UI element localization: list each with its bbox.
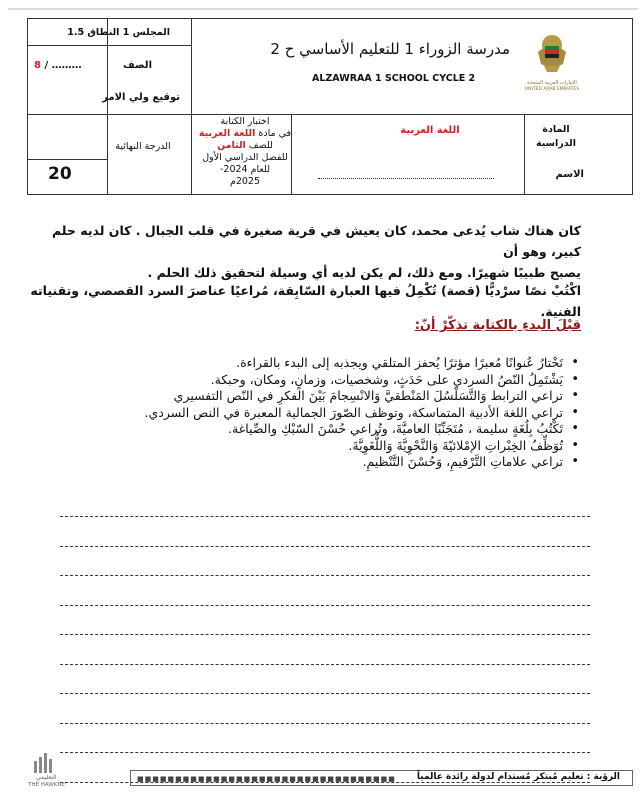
story-line-2: يصبح طبيبًا شهيرًا. ومع ذلك، لم يكن لديه أي وسيلة لتحقيق ذلك الحلم . xyxy=(147,265,581,280)
footer-logo xyxy=(12,753,82,793)
tip-item: • تُوَظِّفُ الخِبْراتِ الإمْلائيّةَ وَالنَّحْوِيَّةَ وَاللُّغَوِيَّةَ. xyxy=(41,438,581,455)
footer-bar xyxy=(130,770,633,786)
task-instruction: اكْتُبْ نصًا سرْديًّا (قصة) تُكْمِلُ فيها العبارة السّابِقة، مُراعيًا عناصرَ السرد القصصي، وتقنياته الفنية. xyxy=(30,283,581,319)
writing-line[interactable] xyxy=(60,752,590,753)
footer-logo-sub: THE HAWKNE xyxy=(28,782,65,788)
name-field[interactable] xyxy=(318,177,494,179)
exam-subject-line: في مادة اللغة العربية xyxy=(198,128,292,139)
emblem-caption-en: UNITED ARAB EMIRATES xyxy=(524,87,580,92)
emblem-caption-ar: الإمارات العربية المتحدة xyxy=(527,80,577,86)
guardian-signature-label: توقيع ولي الامر xyxy=(102,92,180,103)
page-top-edge xyxy=(8,8,638,10)
divider-h3 xyxy=(28,159,107,160)
exam-subject: اللغة العربية xyxy=(198,128,256,139)
name-label: الاسم xyxy=(555,169,584,180)
divider-h2 xyxy=(28,45,191,46)
school-name-ar: مدرسة الزوراء 1 للتعليم الأساسي ح 2 xyxy=(270,40,510,58)
school-name-en: ALZAWRAA 1 SCHOOL CYCLE 2 xyxy=(312,73,476,84)
tip-item: • يَشْتَمِلُ النّصُ السردي على حَدَثٍ، وشخصيات، وزمانٍ، ومكان، وحبكة. xyxy=(41,372,581,389)
divider-h1 xyxy=(28,114,632,115)
class-label: الصف xyxy=(123,60,152,71)
exam-grade: الثامن xyxy=(217,140,246,151)
class-value: 8 / ……… xyxy=(34,60,82,71)
exam-grade-line: للصف الثامن xyxy=(217,140,273,151)
divider-v1 xyxy=(191,19,192,194)
tip-item: • تَكْتُبُ بِلُغَةٍ سليمة ، مُتَجَنِّبًا العاميَّةَ، وتُراعي حُسْنَ السّبْكِ والصِّياغة. xyxy=(41,421,581,438)
writing-tips-list xyxy=(41,355,581,471)
footer-vision: الرؤية : تعليم مُبتكر مُستدام لدولة رائدة عالمياً xyxy=(416,772,620,782)
tip-item: • تَخْتارُ عُنوانًا مُعبرًا مؤثرًا يُحفز المتلقي ويجذبه إلى البدء بالقراءة. xyxy=(41,355,581,372)
writing-line[interactable] xyxy=(60,693,590,694)
writing-line[interactable] xyxy=(60,723,590,724)
divider-v4 xyxy=(524,114,525,194)
subject-label: المادة الدراسية xyxy=(535,124,577,149)
tip-item: • تراعي علاماتِ التَّرْقيمِ، وَحُسْنَ التَّنْظيمِ. xyxy=(41,454,581,471)
story-paragraph xyxy=(21,220,581,283)
exam-info xyxy=(195,116,295,188)
final-grade-label: الدرجة النهائية xyxy=(115,141,171,152)
writing-line[interactable] xyxy=(60,664,590,665)
council-label: المجلس 1 النطاق 1.5 xyxy=(67,27,170,38)
writing-line[interactable] xyxy=(60,575,590,576)
writing-line[interactable] xyxy=(60,605,590,606)
footer-dots: ■■■■■■■■■■■■■■■■■■■■■■■■■■■■■■■■■■ xyxy=(137,775,396,783)
final-grade-value: 20 xyxy=(48,164,72,184)
footer-logo-text: التعليمي xyxy=(36,774,57,781)
exam-title: اختبار الكتابة xyxy=(220,116,270,127)
exam-year: 2025م xyxy=(229,176,261,187)
writing-line[interactable] xyxy=(60,546,590,547)
writing-line[interactable] xyxy=(60,516,590,517)
subject-value: اللغة العربية xyxy=(400,125,460,136)
exam-term: للفصل الدراسي الأول للعام 2024- xyxy=(202,152,288,175)
uae-emblem-icon xyxy=(530,30,574,78)
writing-line[interactable] xyxy=(60,634,590,635)
tip-item: • تراعي اللغة الأدبية المتماسكة، وتوظف الصّورَ الجمالية المعبرة في النص السردي. xyxy=(41,405,581,422)
before-writing-heading: قبْلَ البدءِ بالكتابة تذكّرْ أنّ: xyxy=(414,318,581,333)
story-line-1: كان هناك شاب يُدعى محمد، كان يعيش في قرية صغيرة في قلب الجبال . كان لديه حلم كبير، وهو أن xyxy=(52,223,581,259)
tip-item: • تراعي الترابط وَالتَّسَلْسُلَ المَنْطقيَّ وَالانْسِجامَ بَيْنَ الفكرِ في النّص التفسيري xyxy=(41,388,581,405)
bars-logo-icon xyxy=(32,753,56,773)
